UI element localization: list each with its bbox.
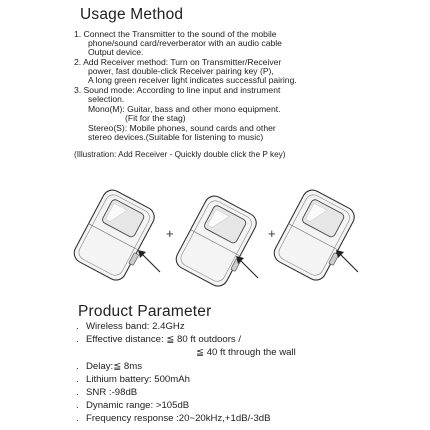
parameter-item bbox=[76, 322, 185, 333]
product-title: Product Parameter bbox=[78, 303, 212, 320]
parameter-text: Dynamic range: >105dB bbox=[86, 400, 190, 411]
parameter-item bbox=[76, 401, 189, 412]
parameter-item bbox=[76, 335, 241, 346]
illustration-caption: (Illustration: Add Receiver - Quickly double click the P key) bbox=[74, 150, 286, 159]
bullet: . bbox=[76, 374, 79, 385]
usage-line: selection. bbox=[88, 94, 125, 104]
parameter-text: Lithium battery: 500mAh bbox=[86, 374, 190, 385]
bullet: . bbox=[76, 321, 79, 332]
parameter-item bbox=[76, 375, 190, 386]
usage-line: (Fit for the stag) bbox=[125, 113, 186, 123]
parameter-text: SNR :-98dB bbox=[86, 387, 138, 398]
usage-line: Output device. bbox=[88, 47, 144, 57]
usage-line: 1. Connect the Transmitter to the sound of the mobile bbox=[74, 29, 277, 39]
usage-line: phone/sound card/reverberator with an audio cable bbox=[88, 38, 282, 48]
parameter-item bbox=[76, 388, 137, 399]
pointer-arrow-icon bbox=[134, 246, 164, 276]
parameter-item bbox=[76, 362, 142, 373]
usage-line: power, fast double-click Receiver pairing key (P), bbox=[88, 66, 274, 76]
bullet: . bbox=[76, 400, 79, 411]
bullet: . bbox=[76, 387, 79, 398]
usage-title: Usage Method bbox=[80, 6, 184, 23]
bullet: . bbox=[76, 334, 79, 345]
usage-line: Stereo(S): Mobile phones, sound cards and other bbox=[88, 123, 276, 133]
usage-line: 2. Add Receiver method: Turn on Transmitter/Receiver bbox=[74, 57, 282, 67]
usage-line: 3. Sound mode: According to line input and instrument bbox=[74, 85, 281, 95]
plus-sign: + bbox=[268, 226, 276, 241]
parameter-text-continued: ≦ 40 ft through the wall bbox=[196, 347, 296, 358]
plus-sign: + bbox=[166, 226, 174, 241]
usage-line: stereo devices.(Suitable for listening to music) bbox=[88, 132, 264, 142]
bullet: . bbox=[76, 413, 79, 424]
usage-line: Mono(M): Guitar, bass and other mono equipment. bbox=[88, 104, 281, 114]
parameter-text: Wireless band: 2.4GHz bbox=[86, 321, 185, 332]
pointer-arrow-icon bbox=[332, 246, 362, 276]
usage-line: A long green receiver light indicates successful pairing. bbox=[88, 75, 297, 85]
parameter-text: Frequency response :20~20kHz,+1dB/-3dB bbox=[86, 413, 271, 424]
pointer-arrow-icon bbox=[232, 252, 262, 282]
bullet: . bbox=[76, 361, 79, 372]
parameter-text: Effective distance: ≦ 80 ft outdoors / bbox=[86, 334, 242, 345]
parameter-text: Delay:≦ 8ms bbox=[86, 361, 143, 372]
parameter-item bbox=[76, 414, 271, 425]
